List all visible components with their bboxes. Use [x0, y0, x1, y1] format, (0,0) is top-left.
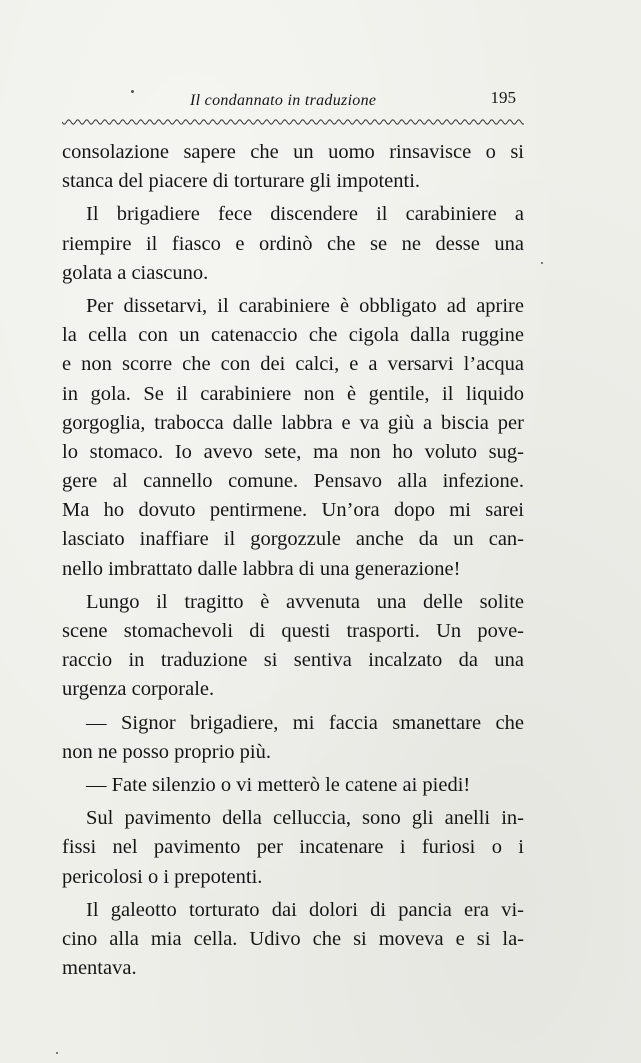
text-line: urgenza corporale.: [62, 678, 215, 701]
running-title: Il condannato in traduzione: [190, 92, 377, 109]
text-line: golata a ciascuno.: [62, 261, 209, 284]
text-line: Il brigadiere fece discendere il carabiniere a: [86, 203, 524, 226]
paper-speck: [541, 262, 543, 264]
text-line: — Fate silenzio o vi metterò le catene ai piedi!: [86, 773, 471, 796]
paragraph: [62, 896, 524, 984]
text-line: Sul pavimento della celluccia, sono gli anelli in-: [86, 807, 524, 830]
text-line: Per dissetarvi, il carabiniere è obbligato ad aprire: [86, 294, 524, 317]
paragraph: [62, 771, 524, 800]
paper-speck: [131, 90, 134, 93]
text-line: non ne posso proprio più.: [62, 740, 271, 763]
paragraph: [62, 138, 524, 196]
text-line: fissi nel pavimento per incatenare i furiosi o i: [62, 836, 524, 859]
text-line: la cella con un catenaccio che cigola dalla ruggine: [62, 324, 524, 347]
text-line: — Signor brigadiere, mi faccia smanettare che: [86, 711, 524, 734]
paragraph: [62, 588, 524, 705]
text-line: riempire il fiasco e ordinò che se ne desse una: [62, 232, 524, 255]
page-number: 195: [490, 88, 516, 107]
text-line: Il galeotto torturato dai dolori di pancia era vi-: [86, 898, 524, 921]
paragraph: [62, 804, 524, 892]
text-line: e non scorre che con dei calci, e a versarvi l’acqua: [62, 353, 524, 376]
text-line: cino alla mia cella. Udivo che si moveva e si la-: [62, 927, 524, 950]
text-line: lo stomaco. Io avevo sete, ma non ho voluto sug-: [62, 440, 524, 463]
body-text: [62, 138, 524, 983]
text-line: stanca del piacere di torturare gli impotenti.: [62, 170, 421, 193]
text-line: pericolosi o i prepotenti.: [62, 865, 263, 888]
wavy-rule: [62, 117, 524, 127]
text-line: Ma ho dovuto pentirmene. Un’ora dopo mi sarei: [62, 499, 524, 522]
text-line: gere al cannello comune. Pensavo alla infezione.: [62, 470, 524, 493]
text-line: raccio in traduzione si sentiva incalzato da una: [62, 649, 524, 672]
text-line: consolazione sapere che un uomo rinsavisce o si: [62, 141, 524, 163]
paragraph: [62, 200, 524, 288]
text-line: mentava.: [62, 957, 137, 980]
paragraph: [62, 292, 524, 584]
text-line: nello imbrattato dalle labbra di una generazione!: [62, 557, 461, 580]
paper-speck: [56, 1052, 58, 1054]
paragraph: [62, 709, 524, 767]
text-line: gorgoglia, trabocca dalle labbra e va giù a biscia per: [62, 411, 524, 434]
text-line: lasciato inaffiare il gorgozzule anche da un can-: [62, 528, 524, 551]
text-line: scene stomachevoli di questi trasporti. Un pove-: [62, 620, 524, 642]
text-line: in gola. Se il carabiniere non è gentile, il liquido: [62, 382, 524, 405]
text-line: Lungo il tragitto è avvenuta una delle solite: [86, 590, 524, 613]
